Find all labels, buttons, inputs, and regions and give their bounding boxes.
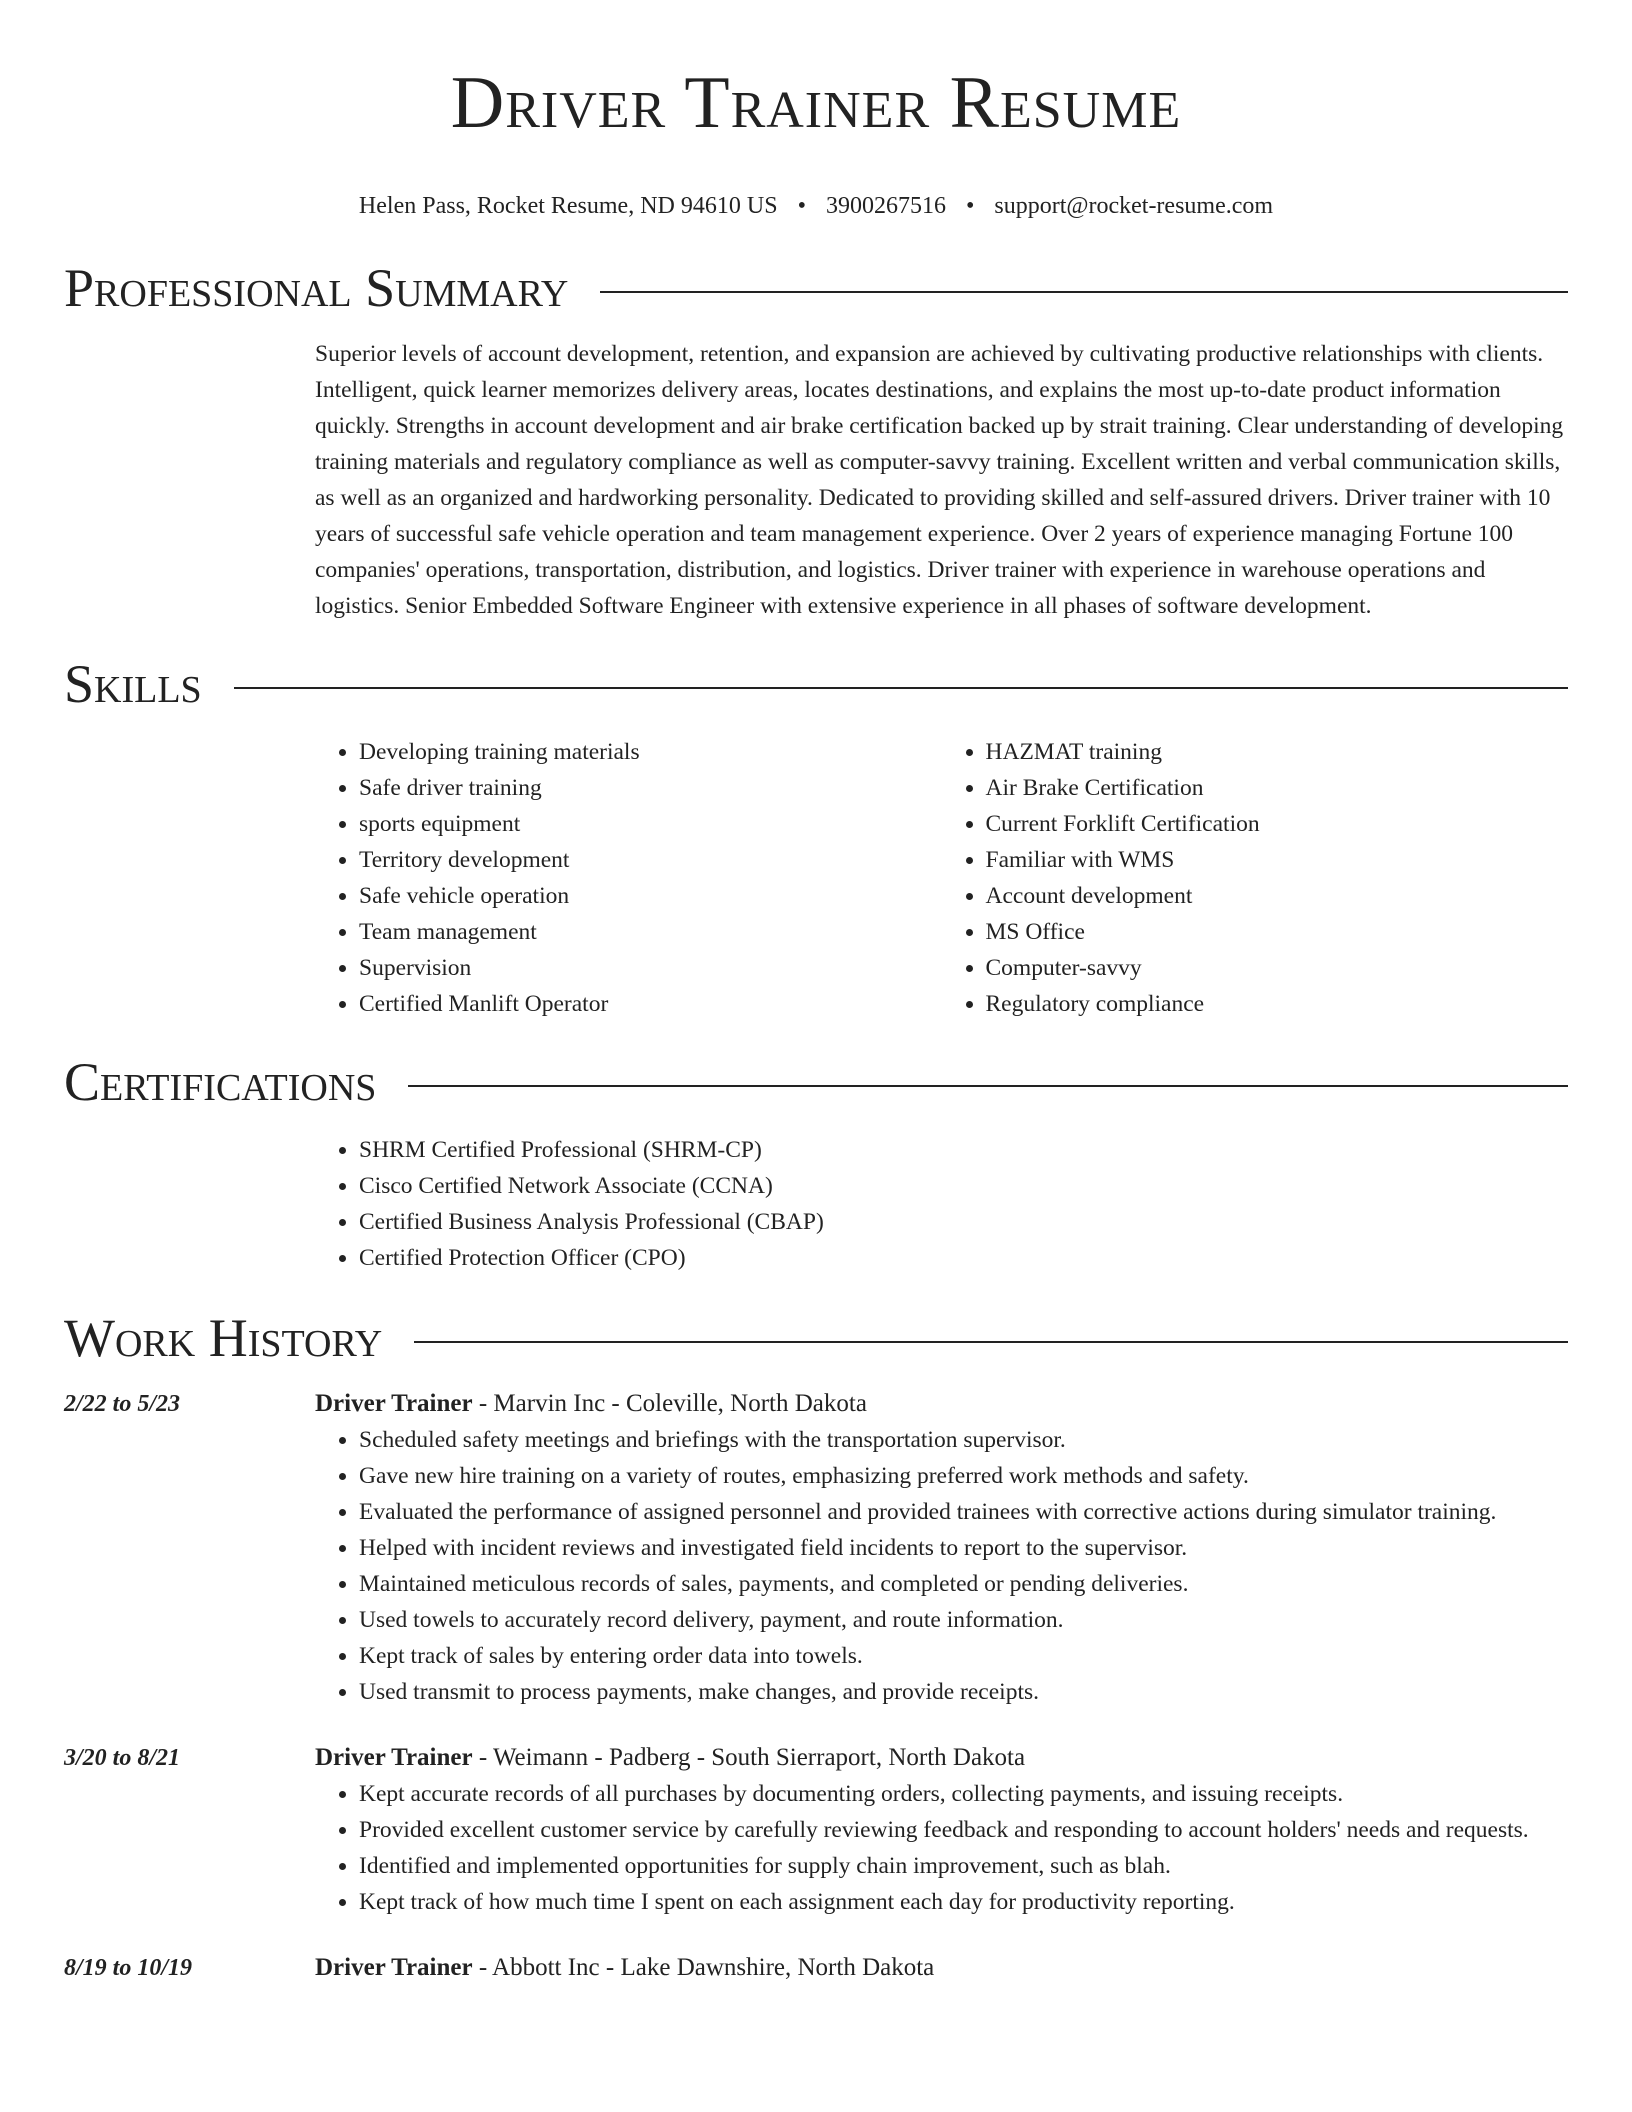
- contact-separator: •: [797, 193, 806, 219]
- list-item: • Safe vehicle operation: [359, 878, 942, 914]
- job-dates: 8/19 to 10/19: [64, 1955, 193, 1981]
- list-item: • sports equipment: [359, 806, 942, 842]
- contact-phone: 3900267516: [825, 193, 946, 219]
- list-item: • MS Office: [986, 914, 1569, 950]
- list-item: • Gave new hire training on a variety of routes, emphasizing preferred work methods and safety.: [359, 1458, 1568, 1494]
- section-divider: [600, 291, 1568, 293]
- list-item: • Current Forklift Certification: [986, 806, 1569, 842]
- job-dates: 3/20 to 8/21: [64, 1745, 181, 1771]
- certifications-section: [64, 1050, 1568, 1276]
- list-item: • Certified Manlift Operator: [359, 986, 942, 1022]
- list-item: • Certified Business Analysis Professional (CBAP): [359, 1204, 1568, 1240]
- list-item: • Air Brake Certification: [986, 770, 1569, 806]
- skills-list-right: [942, 734, 1569, 1022]
- work-header: [64, 1306, 1568, 1370]
- list-item: • Computer-savvy: [986, 950, 1569, 986]
- skills-section: [64, 652, 1568, 1022]
- job-header: [315, 1950, 1568, 1986]
- job-header: [315, 1386, 1568, 1422]
- list-item: • Developing training materials: [359, 734, 942, 770]
- summary-text: Superior levels of account development, retention, and expansion are achieved by cultivating productive relationships with clients. Intelligent, quick learner memorizes delivery areas, locates destinations, and explains the most up-to-date product information quickly. Strengths in account development and air brake certification backed up by strait training. Clear understanding of developing training materials and regulatory compliance as well as computer-savvy training. Excellent written and verbal communication skills, as well as an organized and hardworking personality. Dedicated to providing skilled and self-assured drivers. Driver trainer with 10 years of successful safe vehicle operation and team management experience. Over 2 years of experience managing Fortune 100 companies' operations, transportation, distribution, and logistics. Driver trainer with experience in warehouse operations and logistics. Senior Embedded Software Engineer with extensive experience in all phases of software development.: [315, 341, 1564, 619]
- summary-section: [64, 256, 1568, 624]
- list-item: • Territory development: [359, 842, 942, 878]
- contact-line: [64, 190, 1568, 222]
- section-divider: [408, 1085, 1568, 1087]
- skills-grid: [315, 734, 1568, 1022]
- list-item: • Evaluated the performance of assigned personnel and provided trainees with corrective actions during simulator training.: [359, 1494, 1568, 1530]
- skills-list-left: [315, 734, 942, 1022]
- list-item: • Used transmit to process payments, make changes, and provide receipts.: [359, 1674, 1568, 1710]
- job-role: Driver Trainer: [315, 1390, 473, 1417]
- list-item: • Team management: [359, 914, 942, 950]
- job-company: - Marvin Inc - Coleville, North Dakota: [472, 1390, 867, 1417]
- list-item: • Kept track of sales by entering order data into towels.: [359, 1638, 1568, 1674]
- list-item: • Account development: [986, 878, 1569, 914]
- skills-heading: Skills: [64, 654, 202, 714]
- job-details: [315, 1386, 1568, 1710]
- list-item: • Maintained meticulous records of sales, payments, and completed or pending deliveries.: [359, 1566, 1568, 1602]
- job-entry: [64, 1740, 1568, 1920]
- list-item: • Helped with incident reviews and investigated field incidents to report to the supervisor.: [359, 1530, 1568, 1566]
- section-divider: [414, 1341, 1568, 1343]
- job-entry: [64, 1386, 1568, 1710]
- job-dates: 2/22 to 5/23: [64, 1391, 181, 1417]
- contact-separator: •: [965, 193, 975, 219]
- list-item: • HAZMAT training: [986, 734, 1569, 770]
- list-item: • Safe driver training: [359, 770, 942, 806]
- list-item: • Regulatory compliance: [986, 986, 1569, 1022]
- certifications-header: [64, 1050, 1568, 1114]
- list-item: • Certified Protection Officer (CPO): [359, 1240, 1568, 1276]
- certifications-heading: Certifications: [64, 1052, 377, 1112]
- contact-address: Helen Pass, Rocket Resume, ND 94610 US: [358, 193, 778, 219]
- job-company: - Weimann - Padberg - South Sierraport, North Dakota: [472, 1744, 1026, 1771]
- job-company: - Abbott Inc - Lake Dawnshire, North Dakota: [472, 1954, 935, 1981]
- certifications-list: [315, 1132, 1568, 1276]
- section-divider: [234, 687, 1568, 689]
- job-role: Driver Trainer: [315, 1744, 473, 1771]
- skills-header: [64, 652, 1568, 716]
- summary-header: [64, 256, 1568, 320]
- job-entry: [64, 1950, 1568, 1986]
- job-details: [315, 1950, 1568, 1986]
- job-bullets: [315, 1776, 1568, 1920]
- list-item: • Kept track of how much time I spent on each assignment each day for productivity reporting.: [359, 1884, 1568, 1920]
- job-bullets: [315, 1422, 1568, 1710]
- list-item: • SHRM Certified Professional (SHRM-CP): [359, 1132, 1568, 1168]
- job-header: [315, 1740, 1568, 1776]
- list-item: • Provided excellent customer service by carefully reviewing feedback and responding to account holders' needs and requests.: [359, 1812, 1568, 1848]
- certifications-body: [315, 1132, 1568, 1276]
- list-item: • Cisco Certified Network Associate (CCNA): [359, 1168, 1568, 1204]
- list-item: • Supervision: [359, 950, 942, 986]
- summary-body: [315, 336, 1568, 624]
- list-item: • Identified and implemented opportunities for supply chain improvement, such as blah.: [359, 1848, 1568, 1884]
- work-history-list: [64, 1386, 1568, 1986]
- job-details: [315, 1740, 1568, 1920]
- list-item: • Kept accurate records of all purchases by documenting orders, collecting payments, and issuing receipts.: [359, 1776, 1568, 1812]
- list-item: • Familiar with WMS: [986, 842, 1569, 878]
- work-section: [64, 1306, 1568, 1986]
- summary-heading: Professional Summary: [64, 258, 569, 318]
- work-heading: Work History: [64, 1308, 383, 1368]
- job-role: Driver Trainer: [315, 1954, 473, 1981]
- page-title: Driver Trainer Resume: [450, 62, 1182, 144]
- list-item: • Used towels to accurately record delivery, payment, and route information.: [359, 1602, 1568, 1638]
- list-item: • Scheduled safety meetings and briefings with the transportation supervisor.: [359, 1422, 1568, 1458]
- contact-email: support@rocket-resume.com: [994, 193, 1274, 219]
